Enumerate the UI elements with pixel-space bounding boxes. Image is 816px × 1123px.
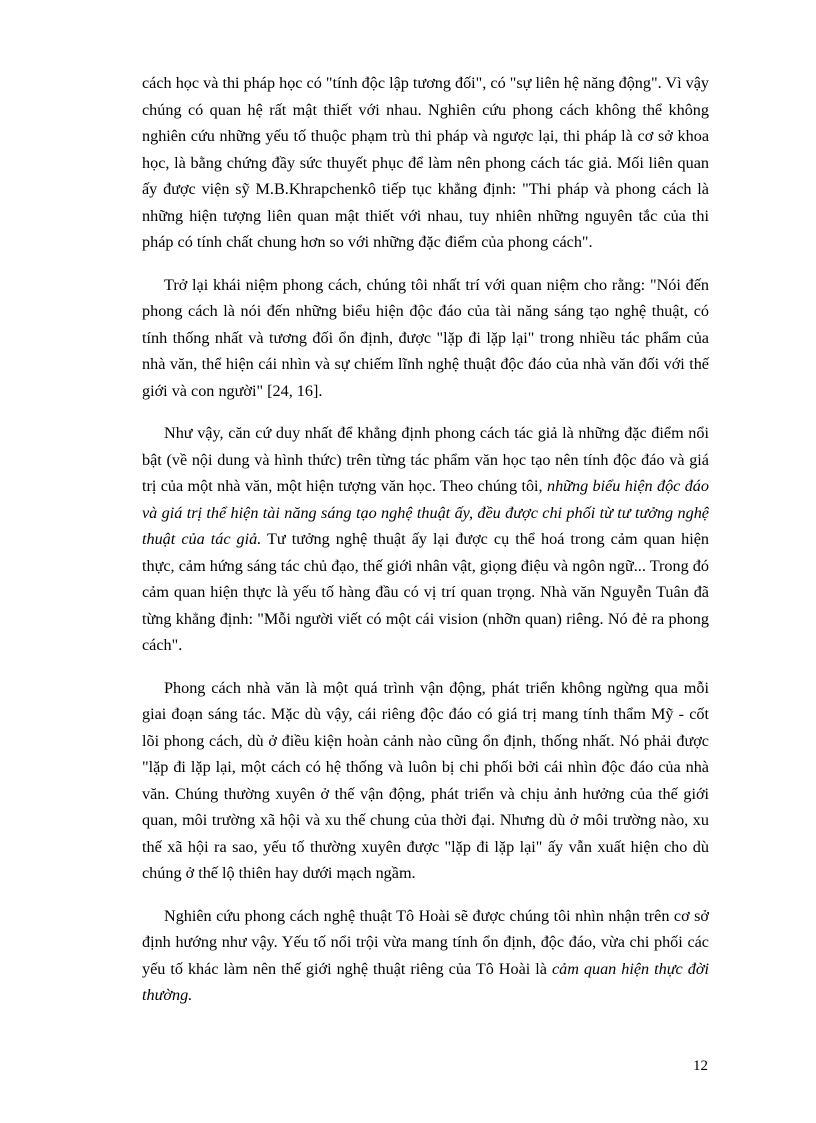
paragraph-3 [142,420,709,659]
paragraph-1 [142,70,709,256]
paragraph-2-text: Trở lại khái niệm phong cách, chúng tôi nhất trí với quan niệm cho rằng: "Nói đến phong cách là nói đến những biểu hiện độc đáo của tài năng sáng tạo nghệ thuật, có tính thống nhất và tương đối ổn định, được "lặp đi lặp lại" trong nhiều tác phẩm của nhà văn, thể hiện cái nhìn và sự chiếm lĩnh nghệ thuật độc đáo của nhà văn đối với thế giới và con người" [24, 16]. [142,275,709,400]
paragraph-3-text-b: Tư tưởng nghệ thuật ấy lại được cụ thể hoá trong cảm quan hiện thực, cảm hứng sáng tác chủ đạo, thế giới nhân vật, giọng điệu và ngôn ngữ... Trong đó cảm quan hiện thực là yếu tố hàng đầu có vị trí quan trọng. Nhà văn Nguyễn Tuân đã từng khẳng định: "Mỗi người viết có một cái vision (nhỡn quan) riêng. Nó đẻ ra phong cách". [142,530,710,654]
paragraph-2 [142,272,709,405]
paragraph-5 [142,903,709,1009]
page-number: 12 [693,1058,708,1074]
paragraph-5-text: Nghiên cứu phong cách nghệ thuật Tô Hoài sẽ được chúng tôi nhìn nhận trên cơ sở định hướng như vậy. Yếu tố nổi trội vừa mang tính ổn định, độc đáo, vừa chi phối các yếu tố khác làm nên thế giới nghệ thuật riêng của Tô Hoài là [142,906,709,978]
paragraph-3-italic-emphasis: những biểu hiện độc đáo và giá trị thể hiện tài năng sáng tạo nghệ thuật ấy, đều được chi phối từ tư tưởng nghệ thuật của tác giả. [142,477,709,548]
paragraph-4-text: Phong cách nhà văn là một quá trình vận động, phát triển không ngừng qua mỗi giai đoạn sáng tác. Mặc dù vậy, cái riêng độc đáo có giá trị mang tính thẩm Mỹ - cốt lõi phong cách, dù ở điều kiện hoàn cảnh nào cũng ổn định, thống nhất. Nó phải được "lặp đi lặp lại, một cách có hệ thống và luôn bị chi phối bởi cái nhìn độc đáo của nhà văn. Chúng thường xuyên ở thế vận động, phát triển và chịu ảnh hưởng của thế giới quan, môi trường xã hội và xu thế chung của thời đại. Nhưng dù ở môi trường nào, xu thế xã hội ra sao, yếu tố thường xuyên được "lặp đi lặp lại" ấy vẫn xuất hiện cho dù chúng ở thế lộ thiên hay dưới mạch ngầm. [142,678,709,882]
paragraph-1-text: cách học và thi pháp học có "tính độc lập tương đối", có "sự liên hệ năng động". Vì vậy chúng có quan hệ rất mật thiết với nhau. Nghiên cứu phong cách không thể không nghiên cứu những yếu tố thuộc phạm trù thi pháp và ngược lại, thi pháp là cơ sở khoa học, là bằng chứng đầy sức thuyết phục để làm nên phong cách tác giả. Mối liên quan ấy được viện sỹ M.B.Khrapchenkô tiếp tục khẳng định: "Thi pháp và phong cách là những hiện tượng liên quan mật thiết với nhau, tuy nhiên những nguyên tắc của thi pháp có tính chất chung hơn so với những đặc điểm của phong cách". [142,74,709,251]
paragraph-4 [142,675,709,887]
page-body [142,70,709,1025]
paragraph-3-text-a: Như vậy, căn cứ duy nhất để khẳng định phong cách tác giả là những đặc điểm nổi bật (về nội dung và hình thức) trên từng tác phẩm văn học tạo nên tính độc đáo và giá trị của một nhà văn, một hiện tượng văn học. Theo chúng tôi, [142,424,709,495]
paragraph-5-italic-emphasis: cảm quan hiện thực đời thường. [142,959,709,1004]
